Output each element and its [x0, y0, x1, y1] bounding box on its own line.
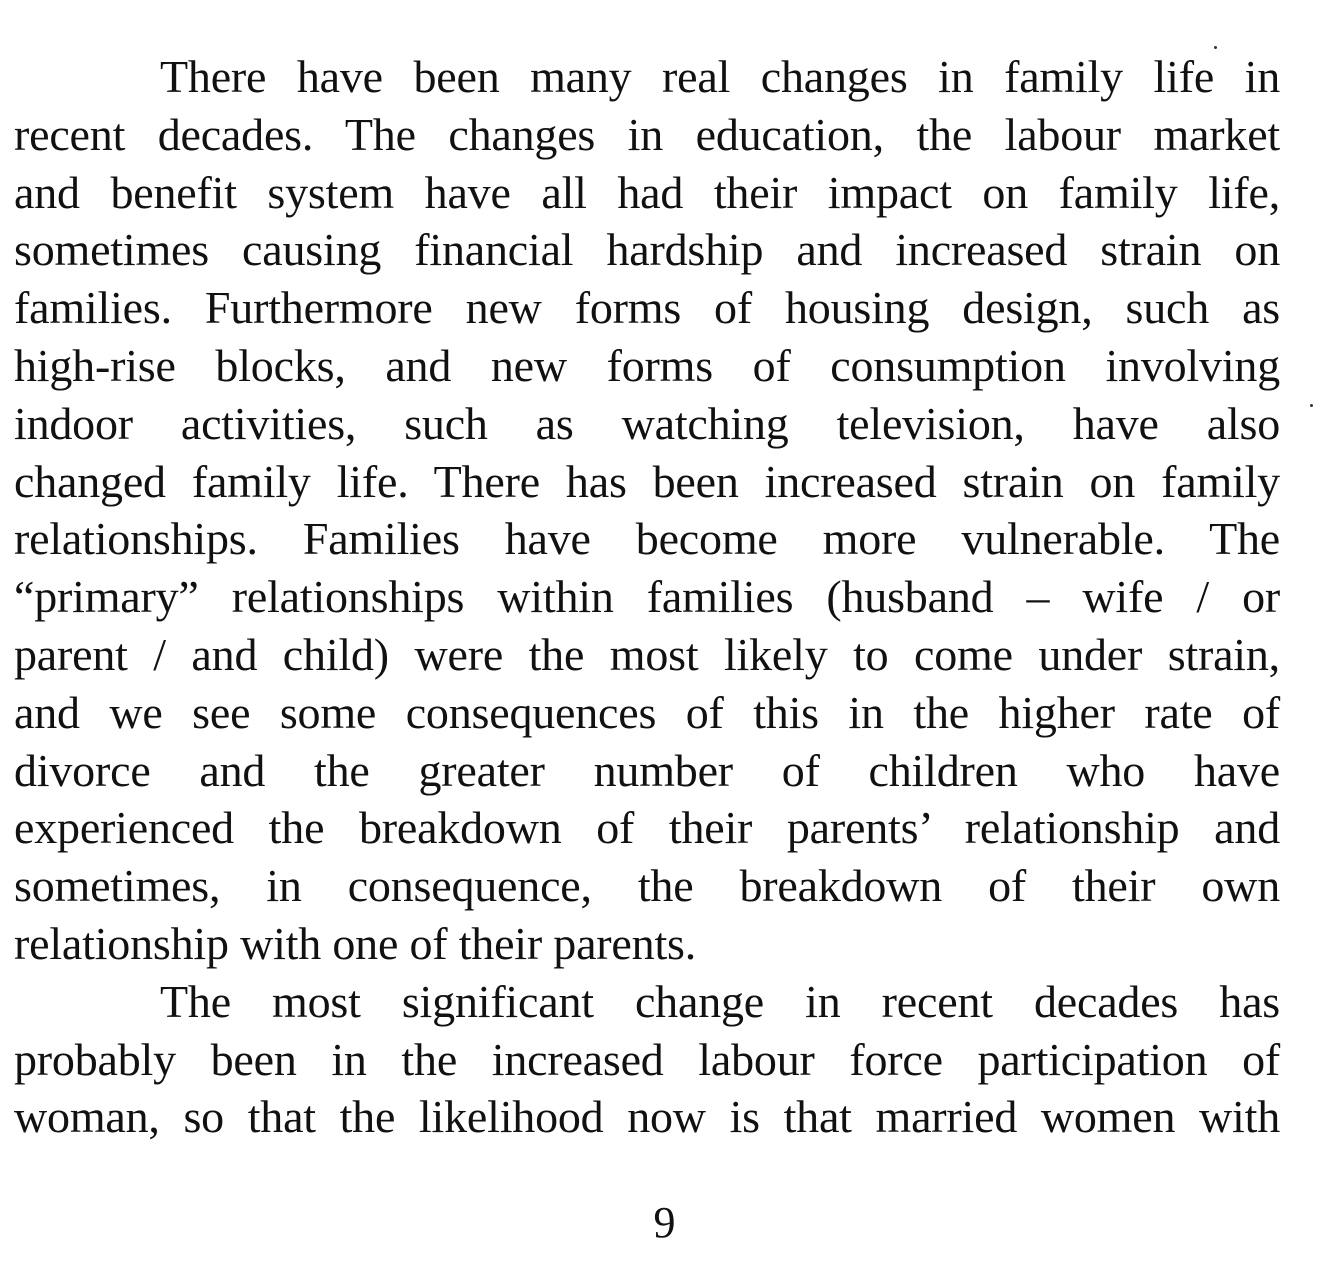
paragraph-1 — [14, 48, 1280, 973]
text-line: changed family life. There has been increased strain on family — [14, 455, 1280, 507]
body-text — [14, 48, 1280, 1146]
paragraph-2 — [14, 973, 1280, 1146]
text-line: sometimes causing financial hardship and increased strain on — [14, 224, 1280, 276]
text-line: relationship with one of their parents. — [14, 917, 697, 969]
text-line: experienced the breakdown of their parents’ relationship and — [14, 802, 1280, 854]
text-line: recent decades. The changes in education, the labour market — [14, 108, 1280, 160]
text-line: indoor activities, such as watching television, have also — [14, 397, 1280, 449]
page-number: 9 — [653, 1198, 676, 1247]
text-line: probably been in the increased labour force participation of — [14, 1033, 1280, 1085]
text-line: parent / and child) were the most likely to come under strain, — [14, 628, 1280, 680]
text-line: divorce and the greater number of children who have — [14, 744, 1280, 796]
text-line: There have been many real changes in family life in — [160, 51, 1280, 102]
text-line: and benefit system have all had their impact on family life, — [14, 166, 1280, 218]
text-line: relationships. Families have become more vulnerable. The — [14, 513, 1280, 565]
text-line: and we see some consequences of this in the higher rate of — [14, 686, 1280, 738]
scan-speck — [1310, 404, 1313, 407]
text-line: The most significant change in recent decades has — [160, 975, 1280, 1027]
text-line: woman, so that the likelihood now is that married women with — [14, 1091, 1280, 1143]
text-line: sometimes, in consequence, the breakdown of their own — [14, 860, 1280, 912]
scan-speck — [1214, 46, 1217, 49]
text-line: families. Furthermore new forms of housing design, such as — [14, 282, 1280, 334]
text-line: “primary” relationships within families (husband – wife / or — [14, 571, 1280, 623]
text-line: high-rise blocks, and new forms of consumption involving — [14, 339, 1280, 391]
